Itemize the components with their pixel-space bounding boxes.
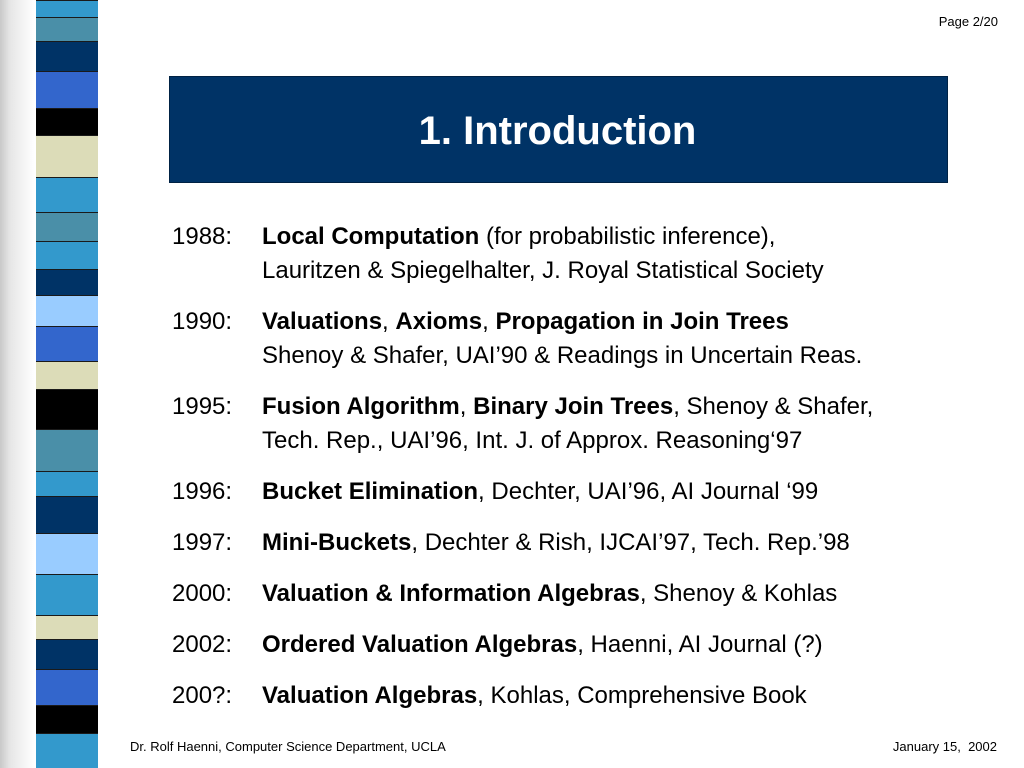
entry-reference: , Dechter, UAI’96, AI Journal ‘99: [478, 478, 819, 505]
entry-first-line: [262, 526, 1002, 560]
color-block: [36, 177, 98, 212]
timeline-entry: [172, 305, 1002, 373]
entry-year: 200?:: [172, 682, 233, 709]
color-block: [36, 41, 98, 70]
entry-year: 1996:: [172, 478, 233, 505]
timeline-list: [172, 220, 1002, 730]
color-block: [36, 471, 98, 497]
color-block-column: [36, 0, 98, 768]
entry-second-line: Lauritzen & Spiegelhalter, J. Royal Statistical Society: [262, 257, 824, 284]
entry-first-line: [262, 390, 1002, 424]
footer-date: January 15, 2002: [892, 739, 997, 754]
color-block: [36, 389, 98, 430]
color-block: [36, 361, 98, 389]
entry-first-line: [262, 628, 1002, 662]
color-block: [36, 615, 98, 639]
color-block: [36, 108, 98, 136]
entry-year: 2000:: [172, 580, 233, 607]
color-block: [36, 705, 98, 733]
timeline-entry: [172, 526, 1002, 560]
entry-first-line: [262, 475, 1002, 509]
color-block: [36, 17, 98, 42]
entry-first-line: [262, 577, 1002, 611]
entry-body: [262, 628, 1002, 662]
color-block: [36, 241, 98, 269]
entry-first-line: [262, 305, 1002, 339]
slide-title: 1. Introduction: [418, 109, 697, 153]
entry-topic: Valuation Algebras: [262, 682, 478, 709]
entry-topic: Fusion Algorithm: [262, 393, 460, 420]
entry-topic: Binary Join Trees: [473, 393, 674, 420]
entry-topic: Axioms: [395, 308, 483, 335]
entry-second-line: Tech. Rep., UAI’96, Int. J. of Approx. Reasoning‘97: [262, 427, 803, 454]
entry-topic: Mini-Buckets: [262, 529, 412, 556]
color-block: [36, 574, 98, 615]
entry-topic: Valuations: [262, 308, 383, 335]
timeline-entry: [172, 679, 1002, 713]
timeline-entry: [172, 220, 1002, 288]
timeline-entry: [172, 628, 1002, 662]
entry-body: [262, 577, 1002, 611]
entry-body: [262, 679, 1002, 713]
entry-year: 1995:: [172, 393, 233, 420]
color-block: [36, 0, 98, 17]
timeline-entry: [172, 577, 1002, 611]
entry-year: 1990:: [172, 308, 233, 335]
entry-topic: Propagation in Join Trees: [495, 308, 789, 335]
color-block: [36, 135, 98, 176]
entry-reference: , Shenoy & Shafer,: [673, 393, 874, 420]
title-banner: [170, 77, 947, 182]
entry-reference: , Kohlas, Comprehensive Book: [477, 682, 807, 709]
color-block: [36, 639, 98, 668]
page-number: Page 2/20: [938, 14, 998, 29]
entry-body: [262, 390, 1002, 458]
entry-first-line: [262, 220, 1002, 254]
color-block: [36, 533, 98, 574]
entry-reference: ,: [482, 308, 496, 335]
entry-reference: ,: [459, 393, 474, 420]
entry-topic: Local Computation: [262, 223, 480, 250]
entry-reference: , Haenni, AI Journal (?): [577, 631, 823, 658]
entry-first-line: [262, 679, 1002, 713]
entry-topic: Ordered Valuation Algebras: [262, 631, 578, 658]
entry-reference: ,: [382, 308, 396, 335]
color-block: [36, 295, 98, 326]
entry-second-line: Shenoy & Shafer, UAI’90 & Readings in Uncertain Reas.: [262, 342, 863, 369]
timeline-entry: [172, 390, 1002, 458]
entry-body: [262, 305, 1002, 373]
entry-year: 1988:: [172, 223, 233, 250]
timeline-entry: [172, 475, 1002, 509]
color-block: [36, 326, 98, 361]
color-block: [36, 429, 98, 470]
entry-topic: Valuation & Information Algebras: [262, 580, 640, 607]
entry-reference: , Dechter & Rish, IJCAI’97, Tech. Rep.’98: [411, 529, 850, 556]
color-block: [36, 733, 98, 768]
entry-year: 2002:: [172, 631, 233, 658]
color-block: [36, 212, 98, 241]
color-block: [36, 669, 98, 706]
color-block: [36, 496, 98, 533]
entry-year: 1997:: [172, 529, 233, 556]
color-block: [36, 71, 98, 108]
footer-author: Dr. Rolf Haenni, Computer Science Department, UCLA: [130, 739, 446, 754]
color-block: [36, 269, 98, 295]
entry-topic: Bucket Elimination: [262, 478, 479, 505]
entry-reference: (for probabilistic inference),: [479, 223, 776, 250]
entry-reference: , Shenoy & Kohlas: [639, 580, 838, 607]
entry-body: [262, 220, 1002, 288]
entry-body: [262, 475, 1002, 509]
entry-body: [262, 526, 1002, 560]
